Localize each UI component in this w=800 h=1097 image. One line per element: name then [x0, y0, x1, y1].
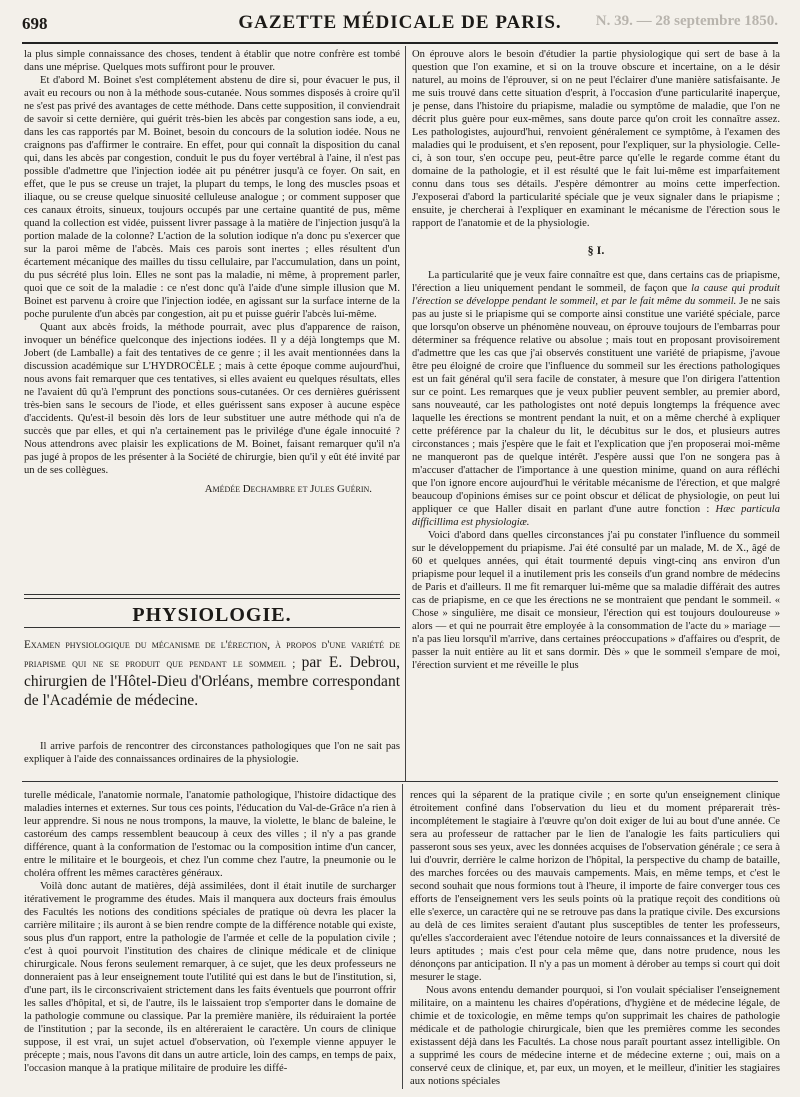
paragraph: Voici d'abord dans quelles circonstances j'ai pu constater l'influence du sommeil sur le développement du priapisme. J'ai été consulté par un malade, M. de X., âgé de 60 et quelques années, qui était tourmenté depuis vingt-cinq ans environ d'un priapisme pour lequel il a inutilement pris les conseils d'un grand nombre de médecins de Paris et d'ailleurs. Il me fit remarquer lui-même que sa maladie différait des autres cas de priapisme, en ce que les érections ne se montraient que pendant le sommeil. « Chose » singulière, me disait ce monsieur, l'érection qui est toujours douloureuse » alors — et qui ne pourrait être employée à la consommation de l'acte du » mariage — n'a pas lieu lorsqu'il m'arrive, dans certaines préoccupations » d'affaires ou d'esprit, de passer la nuit entière au lit et sans dormir. Dès » que le sommeil s'empare de moi, l'érection survient et me réveille le plus: [412, 530, 780, 671]
paragraph: turelle médicale, l'anatomie normale, l'anatomie pathologique, l'histoire didactique des maladies internes et externes. Sur tous ces points, l'éducation du Val-de-Grâce n'a rien à leur apprendre. Si nous ne nous trompons, la mauve, la violette, le blanc de baleine, le castoréum des camps ressemblent beaucoup à ceux des villes ; il n'y a pas grande différence, quant à la conformation de l'estomac ou la composition intime d'un cancer, entre le militaire et le bourgeois, et chez l'un comme chez l'autre, la pneumonie ou le choléra offrent les mêmes caractères généraux.: [24, 790, 396, 879]
article-intro: [24, 740, 400, 766]
article-author-prefix: par E. Debrou,: [301, 653, 400, 671]
article-author-affiliation: chirurgien de l'Hôtel-Dieu d'Orléans, membre correspondant de l'Académie de médecine.: [24, 672, 400, 709]
page-header: [22, 0, 778, 40]
text-run: La particularité que je veux faire connaître est que, dans certains cas de priapisme, l'érection a lieu uniquement pendant le sommeil, de façon que: [412, 270, 780, 294]
paragraph: rences qui la séparent de la pratique civile ; en sorte qu'un enseignement clinique étroitement confiné dans l'observation du lieu et du moment préparerait très-incomplétement le stagiaire à l'œuvre qu'on doit exiger de lui au bout d'une année. Ce sera au professeur de rattacher par le lien de l'analogie les faits particuliers qui passeront sous ses yeux, avec les données acquises de l'observation générale ; ce sera à lui d'ouvrir, derrière le calme horizon de l'hôpital, la perspective du champ de bataille, des marches forcées ou des mauvais campements. Mais, en même temps, et c'est le second souhait que nous formions tout à l'heure, il importe de faire converger tous ces efforts de l'enseignement vers les seuls points où la pratique reçoit des conditions où elle s'exerce, un caractère qui ne se retrouve pas dans la pratique civile. Des excursions au delà de ces limites seraient d'autant plus susceptibles de tenter les professeurs, qu'elles s'accorderaient avec l'étendue notoire de leurs connaissances et la diversité de leurs aptitudes ; mais c'est pour cela même que, dans notre prudence, nous les dénonçons par anticipation. Il n'y a pas un moment à dérober au temps si court qui doit mesurer le stage.: [410, 790, 780, 983]
feuilleton-rule: [22, 781, 778, 782]
journal-title: GAZETTE MÉDICALE DE PARIS.: [238, 12, 562, 33]
paragraph: [412, 269, 780, 529]
lower-right-column: [410, 789, 780, 1094]
section-rule: [24, 594, 400, 599]
header-rule: [22, 42, 778, 44]
right-column-article: [412, 48, 780, 781]
lower-left-column: [24, 789, 396, 1094]
paragraph: Quant aux abcès froids, la méthode pourrait, avec plus d'apparence de raison, invoquer un bénéfice quelconque des injections iodées. Il y a déjà longtemps que M. Jobert (de Lamballe) a fait des tentatives de ce genre ; il les avait mentionnées dans la discussion académique sur L'HYDROCÈLE ; mais à cette époque comme aujourd'hui, nous avons fait remarquer que ces tentatives, si elles avaient eu quelques résultats, elles ne l'avaient dû qu'à l'emprunt des ponctions sous-cutanées. Or ces dernières guérissent très-bien sans le secours de l'iode, et elles guérissent sans exposer à aucune espèce d'accidents. Qu'est-il besoin dès lors de leur substituer une autre méthode qui n'a de succès que par elles, et qui n'a certainement pas le privilége d'une égale innocuité ? Nous attendrons avec plaisir les explications de M. Boinet, faisant remarquer qu'il n'a pas jugé à propos de les présenter à la Société de chirurgie, bien qu'il y eût été invité par un de ses collègues.: [24, 322, 400, 476]
signature: Amédée Dechambre et Jules Guérin.: [204, 483, 372, 495]
latin-quote: Hæc particula difficillima est physiologiæ.: [412, 504, 780, 528]
left-column-editorial: [24, 48, 400, 568]
section-mark: § I.: [587, 243, 605, 257]
column-separator: [405, 46, 406, 781]
issue-info: N. 39. — 28 septembre 1850.: [595, 13, 778, 29]
column-separator-lower: [402, 784, 403, 1089]
paragraph: Nous avons entendu demander pourquoi, si l'on voulait spécialiser l'enseignement militaire, on a maintenu les chaires d'opérations, d'hygiène et de médecine légale, de chimie et de toxicologie, en même temps qu'on supprimait les chaires de pathologie médicale et de pathologie chirurgicale, bien que les premières comme les secondes existassent déjà dans les Facultés. La chose nous paraît pourtant assez intelligible. On a supprimé les cours de médecine interne et de médecine externe ; oui, mais on a conservé ceux de clinique, et, par eux, un moyen, et le meilleur, d'initier les stagiaires aux notions spéciales: [410, 985, 780, 1087]
paragraph: la plus simple connaissance des choses, tendent à établir que notre confrère est tombé dans une méprise. Quelques mots suffiront pour le prouver.: [24, 49, 400, 73]
article-title: Examen physiologique du mécanisme de l'érection, à propos d'une variété de priapisme qui ne se produit que pendant le sommeil ;: [24, 639, 400, 670]
paragraph: Il arrive parfois de rencontrer des circonstances pathologiques que l'on ne sait pas expliquer à l'aide des connaissances ordinaires de la physiologie.: [24, 741, 400, 765]
paragraph: Voilà donc autant de matières, déjà assimilées, dont il était inutile de surcharger itérativement le programme des études. Mais il manquera aux docteurs frais émoulus des Facultés les notions des conditions spéciales de pratique où devra les placer la carrière militaire ; ils auront à se bien rendre compte de la différence notable qui existe, sous plus d'un rapport, entre la pathologie de l'armée et celle de la population civile ; c'est à quoi pourvoit l'institution des chaires de clinique médicale et de clinique chirurgicale. Nous ferons seulement remarquer, à ce sujet, que les deux professeurs ne donneraient pas à leur enseignement toute l'utilité qui est dans le but de l'institution, si, d'une part, ils le circonscrivaient strictement dans les faits éventuels que pourront offrir les salles d'hôpital, et si, de l'autre, ils le laissaient trop s'emporter dans le domaine de la pathologie commune ou classique. Par la première manière, ils réduiraient la portée de l'institution ; par la seconde, ils en altéreraient le caractère. Un cours de clinique suppose, il est vrai, un sujet actuel d'observation, où l'exemple vienne appuyer le précepte ; mais, nous l'avons dit dans un autre article, loin des camps, en temps de paix, l'occasion manque à la pratique militaire de produire les diffé-: [24, 881, 396, 1074]
page-number: 698: [22, 14, 48, 33]
article-heading: [24, 638, 400, 710]
text-run: Je ne sais pas au juste si le priapisme qui se comporte ainsi constitue une variété spéciale, parce que lorsqu'on observe un phénomène nouveau, on éprouve toujours de l'embarras pour déterminer sa fréquence relative ou absolue ; mais tout en proposant provisoirement d'admettre que les cas que j'ai observés constituent une variété de priapisme, j'avoue être peu éloigné de croire que l'influence du sommeil sur les érections pathologiques est un fait général qu'il sera facile de constater, à mesure que l'on dirigera l'attention sur ce point. Les remarques que je veux publier peuvent sembler, au premier abord, sans nouveauté, car les pathologistes ont noté depuis longtemps la fréquence avec laquelle les érections se montrent pendant la nuit, et on a même cherché à expliquer cette préférence par la chaleur du lit, le décubitus sur le dos, et plusieurs autres circonstances ; mais j'espère que le fait et l'explication que j'en proposerai moi-même ne manqueront pas de quelque intérêt. J'espère aussi que l'on ne songera pas à m'accuser d'attacher de l'importance à une question minime, quand on aura réfléchi que l'on ignore encore aujourd'hui le véritable mécanisme de l'érection, et que malgré beaucoup d'opinions émises sur ce point obscur et délicat de physiologie, on peut lui appliquer ce que Haller disait en parlant d'une autre fonction :: [412, 296, 780, 515]
section-title: PHYSIOLOGIE.: [132, 604, 292, 626]
emphasis-text: la cause qui produit l'érection se développe pendant le sommeil, et par le fait même du sommeil.: [412, 283, 780, 307]
paragraph: On éprouve alors le besoin d'étudier la partie physiologique qui sert de base à la question que l'on examine, et si on la trouve obscure et incertaine, on a le désir naturel, au moins de l'éprouver, si on ne peut l'éclairer d'une manière satisfaisante. Je me suis trouvé dans cette situation d'esprit, à l'occasion d'une particularité inaperçue, je pense, dans l'histoire du priapisme, maladie ou symptôme de maladie, que l'on ne décrit plus guère pour eux-mêmes, sans doute parce qu'on croit les connaître assez. Les pathologistes, aujourd'hui, renvoient généralement ce symptôme, à l'examen des maladies qui le produisent, et s'en reposent, pour l'expliquer, sur la physiologie. Celle-ci, à son tour, s'en occupe peu, peut-être parce qu'elle le regarde comme étant du domaine de la pathologie, et il est résulté que le fait lui-même est imparfaitement connu dans tous ses détails. J'espère démontrer au moins cette imperfection. J'exposerai d'abord la particularité spéciale que je veux signaler dans le priapisme ; ensuite, je chercherai à l'expliquer en examinant le mécanisme de l'érection sous le rapport de l'anatomie et de la physiologie.: [412, 49, 780, 229]
section-rule-lower: [24, 627, 400, 629]
paragraph: Et d'abord M. Boinet s'est complétement abstenu de dire si, pour évacuer le pus, il avait eu recours ou non à la méthode sous-cutanée. Nous sommes disposés à croire qu'il ne s'est pas privé des avantages de cette méthode. Dans cette supposition, il conviendrait de savoir si cette dernière, qui guérit très-bien les abcès par congestion sans iode, a eu, dans les cas rapportés par M. Boinet, besoin du concours de la solution iodée. Nous ne craignons pas d'affirmer le contraire. En effet, pour qui connaît la disposition du canal qui, dans les abcès par congestion, conduit le pus du foyer vertébral à l'aine, il n'est pas possible d'admettre que l'injection iodée ait pu pénétrer jusqu'à ce foyer. On sait, en effet, que le pus se creuse un trajet, la plupart du temps, le long des muscles psoas et iliaque, ou se creuse quelque sinuosité celluleuse analogue ; or comment supposer que ces canaux étroits, sinueux, toujours occupés par une certaine quantité de pus, même quand la collection est vidée, puissent livrer passage à la matière de l'injection jusqu'à la portion malade de la colonne? L'action de la solution iodique n'a donc pu s'exercer que sur la paroi même de l'abcès. Mais ces parois sont inertes ; elles résultent d'un écartement mécanique des mailles du tissu cellulaire, par l'accumulation, dans un point, du pus sécrété plus loin. Elles ne sont pas la maladie, ni même, à proprement parler, quoi que ce soit de la maladie : ce n'est donc qu'à l'aide d'une simple illusion que M. Boinet est parvenu à croire que l'injection iodée, en agissant sur la surface interne de la poche purulente d'un abcès par congestion, ait pu et puisse guérir l'abcès lui-même.: [24, 75, 400, 320]
